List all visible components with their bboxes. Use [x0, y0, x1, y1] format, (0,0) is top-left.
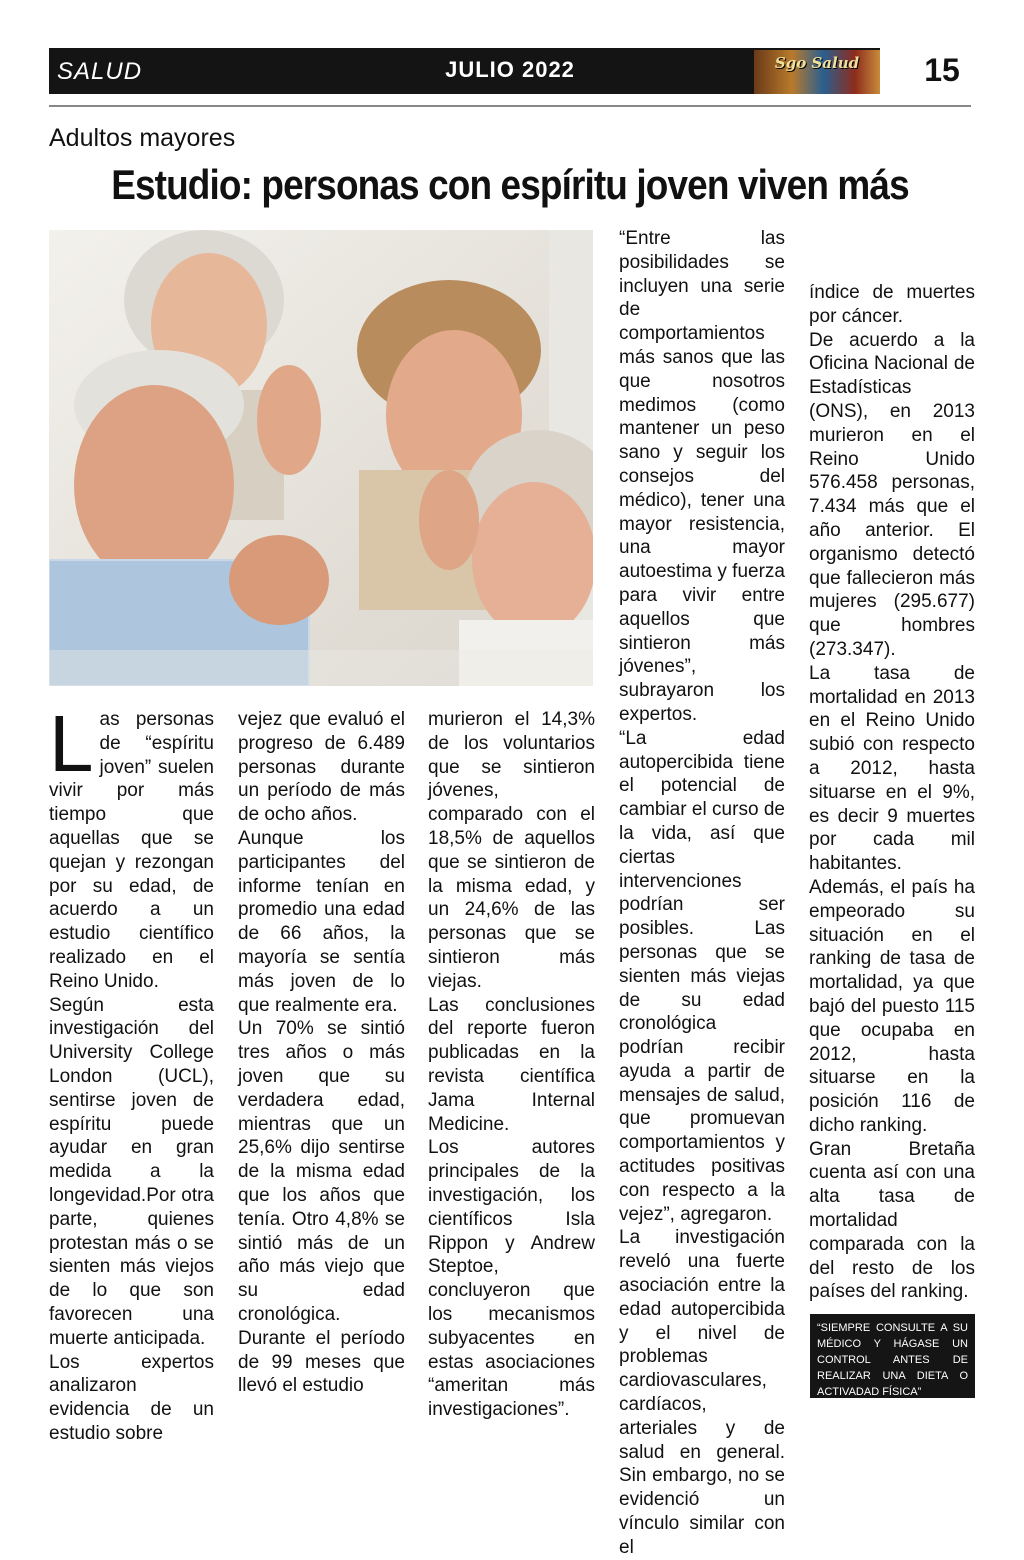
paragraph: “La edad autopercibida tiene el potencial de cambiar el curso de la vida, así que ciertas intervenciones podrían ser posibles. Las personas que se sienten más viejas de su edad cronológica podrían recibir ayuda a partir de mensajes de salud, que promuevan comportamientos y actitudes positivas con respecto a la vejez”, agregaron.: [619, 727, 785, 1225]
magazine-logo: [754, 50, 880, 94]
paragraph: La tasa de mortalidad en 2013 en el Reino Unido subió con respecto a 2012, hasta situarse en el 9%, es decir 9 muertes por cada mil habitantes.: [809, 662, 975, 875]
article-kicker: Adultos mayores: [49, 124, 236, 152]
header-rule: [49, 105, 971, 107]
paragraph: Un 70% se sintió tres años o más joven que su verdadera edad, mientras que un 25,6% dijo sentirse de la misma edad que los años que tenía. Otro 4,8% se sintió más de un año más viejo que su edad cronológica.: [238, 1018, 405, 1325]
paragraph: as personas de “espíritu joven” suelen vivir por más tiempo que aquellas que se quejan y rezongan por su edad, de acuerdo a un estudio científico realizado en el Reino Unido.: [49, 709, 214, 992]
paragraph: La investigación reveló una fuerte asociación entre la edad autopercibida y el nivel de problemas cardiovasculares, cardíacos, arteriales y de salud en general. Sin embargo, no se evidenció un vínculo similar con el: [619, 1227, 785, 1558]
logo-text: Sgo Salud: [774, 54, 860, 72]
paragraph: Las conclusiones del reporte fueron publicadas en la revista científica Jama Internal Medicine.: [428, 994, 595, 1135]
paragraph: Aunque los participantes del informe tenían en promedio una edad de 66 años, la mayoría se sentía más joven de lo que realmente era.: [238, 827, 405, 1016]
paragraph: Los autores principales de la investigación, los científicos Isla Rippon y Andrew Steptoe, concluyeron que los mecanismos subyacentes en estas asociaciones “ameritan más investigaciones”.: [428, 1137, 595, 1421]
section-label: SALUD: [57, 58, 143, 85]
paragraph: “Entre las posibilidades se incluyen una serie de comportamientos más sanos que las que nosotros medimos (como mantener un peso sano y seguir los consejos del médico), tener una mayor resistencia, una mayor autoestima y fuerza para vivir entre aquellos que sintieron más jóvenes”, subrayaron los expertos.: [619, 228, 785, 725]
drop-cap: L: [49, 699, 94, 788]
paragraph: vejez que evaluó el progreso de 6.489 personas durante un período de más de ocho años.: [238, 709, 405, 826]
paragraph: Gran Bretaña cuenta así con una alta tasa de mortalidad comparada con la del resto de los países del ranking.: [809, 1138, 975, 1303]
advice-box: “SIEMPRE CONSULTE A SU MÉDICO Y HÁGASE UN CONTROL ANTES DE REALIZAR UNA DIETA O ACTIVADAD FÍSICA”: [810, 1314, 975, 1398]
page-number: 15: [924, 52, 960, 88]
article-headline: Estudio: personas con espíritu joven viven más: [111, 161, 909, 208]
paragraph: Además, el país ha empeorado su situación en el ranking de tasa de mortalidad, ya que bajó del puesto 115 que ocupaba en 2012, hasta situarse en la posición 116 de dicho ranking.: [809, 876, 975, 1136]
article-column-5: [809, 281, 975, 1304]
issue-date: JULIO 2022: [445, 57, 575, 82]
paragraph: De acuerdo a la Oficina Nacional de Estadísticas (ONS), en 2013 murieron en el Reino Unido 576.458 personas, 7.434 más que el año anterior. El organismo detectó que fallecieron más mujeres (295.677) que hombres (273.347).: [809, 329, 975, 660]
paragraph: índice de muertes por cáncer.: [809, 282, 975, 327]
article-column-1: [49, 699, 214, 1446]
paragraph: Los expertos analizaron evidencia de un estudio sobre: [49, 1351, 214, 1444]
article-column-4: [619, 227, 785, 1560]
paragraph: Durante el período de 99 meses que llevó el estudio: [238, 1327, 405, 1397]
paragraph: murieron el 14,3% de los voluntarios que se sintieron jóvenes, comparado con el 18,5% de aquellos que se sintieron de la misma edad, y un 24,6% de las personas que se sintieron más viejas.: [428, 709, 595, 992]
paragraph: Según esta investigación del University College London (UCL), sentirse joven de espíritu puede ayudar en gran medida a la longevidad.Por otra parte, quienes protestan más o se sienten más viejos de lo que son favorecen una muerte anticipada.: [49, 994, 214, 1349]
article-column-3: [428, 708, 595, 1422]
article-column-2: [238, 708, 405, 1398]
elderly-people-photo: [49, 230, 593, 686]
